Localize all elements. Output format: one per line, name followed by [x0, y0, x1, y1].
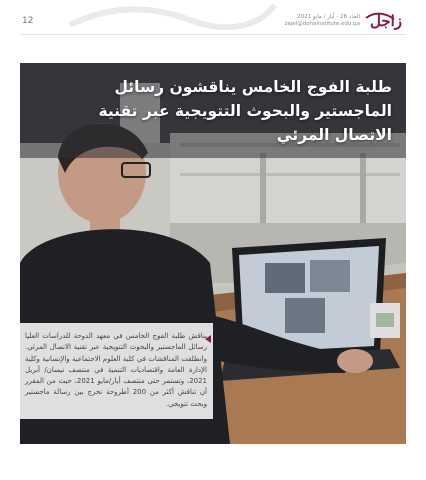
zajel-logo — [364, 10, 402, 32]
page-header — [0, 0, 426, 40]
issue-info — [285, 14, 360, 28]
background-watermark — [60, 0, 280, 30]
page-number: 12 — [22, 16, 34, 26]
photo-caption: يناقش طلبة الفوج الخامس في معهد الدوحة للدراسات العليا رسائل الماجستير والبحوث التتويجية عبر تقنية الاتصال المرئي. وانطلقت المناقشات في كلية العلوم الاجتماعية والإنسانية وكلية الإدارة العامة واقتصاديات التنمية في منتصف نيسان/ أبريل 2021، وتستمر حتى منتصف أيار/مايو 2021، حيث من المقرر أن تناقش أكثر من 200 أطروحة تخرج بين رسالة ماجستير وبحث تتويجي. — [25, 332, 208, 408]
issue-line: العدد 28 - أيار / مايو 2021 — [297, 14, 360, 20]
header-divider — [20, 34, 406, 35]
article-headline: طلبة الفوج الخامس يناقشون رسائل الماجستير والبحوث التتويجية عبر تقنية الاتصال المرئي — [98, 78, 392, 144]
issue-email: zajel@dohainstitute.edu.qa — [284, 21, 360, 27]
logo-text: زاجل — [369, 12, 402, 30]
caption-box — [20, 323, 213, 419]
